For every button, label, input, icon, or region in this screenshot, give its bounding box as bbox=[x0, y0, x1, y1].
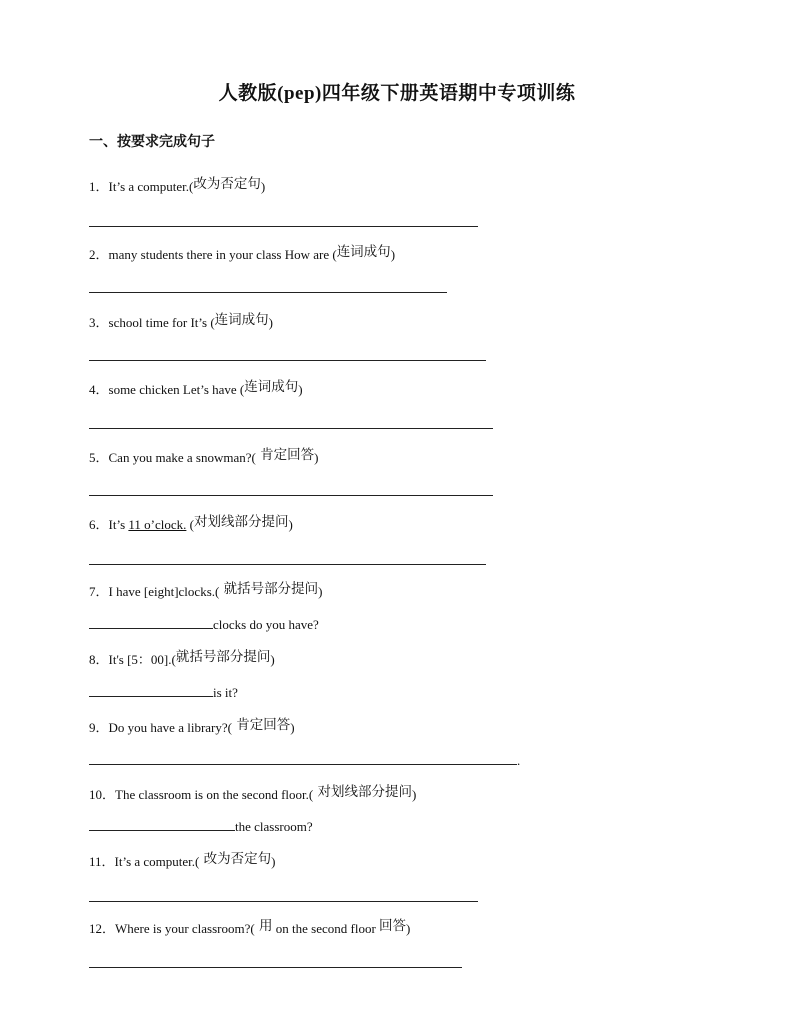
section-heading: 一、按要求完成句子 bbox=[89, 134, 215, 150]
blank-8[interactable] bbox=[89, 684, 213, 697]
question-5: 5．Can you make a snowman?( 肯定回答) bbox=[89, 447, 319, 465]
answer-line-11[interactable] bbox=[89, 901, 478, 902]
question-12: 12．Where is your classroom?( 用 on the second floor 回答) bbox=[89, 918, 411, 936]
answer-line-2[interactable] bbox=[89, 292, 447, 293]
question-3: 3．school time for It’s (连词成句) bbox=[89, 312, 274, 330]
blank-10[interactable] bbox=[89, 818, 235, 831]
answer-line-6[interactable] bbox=[89, 564, 486, 565]
answer-line-4[interactable] bbox=[89, 428, 493, 429]
question-11: 11．It’s a computer.( 改为否定句) bbox=[89, 851, 276, 869]
answer-line-12[interactable] bbox=[89, 967, 462, 968]
blank-7[interactable] bbox=[89, 616, 213, 629]
answer-fill-7: clocks do you have? bbox=[89, 616, 319, 633]
question-4: 4．some chicken Let’s have (连词成句) bbox=[89, 379, 303, 397]
blank-9[interactable] bbox=[89, 752, 517, 765]
question-7: 7．I have [eight]clocks.( 就括号部分提问) bbox=[89, 581, 323, 599]
answer-line-5[interactable] bbox=[89, 495, 493, 496]
page-title: 人教版(pep)四年级下册英语期中专项训练 bbox=[218, 83, 576, 104]
question-2: 2．many students there in your class How are (连词成句) bbox=[89, 244, 396, 262]
question-9: 9．Do you have a library?( 肯定回答) bbox=[89, 717, 295, 735]
answer-fill-10: the classroom? bbox=[89, 818, 313, 835]
question-6: 6．It’s 11 o’clock. (对划线部分提问) bbox=[89, 514, 293, 532]
answer-line-3[interactable] bbox=[89, 360, 486, 361]
underlined-phrase: 11 o’clock. bbox=[128, 517, 187, 532]
question-10: 10．The classroom is on the second floor.( 对划线部分提问) bbox=[89, 784, 417, 802]
question-8: 8．It's [5：00].(就括号部分提问) bbox=[89, 649, 275, 667]
question-1: 1．It’s a computer.(改为否定句) bbox=[89, 176, 266, 194]
answer-fill-9: . bbox=[89, 752, 520, 769]
answer-line-1[interactable] bbox=[89, 226, 478, 227]
answer-fill-8: is it? bbox=[89, 684, 238, 701]
